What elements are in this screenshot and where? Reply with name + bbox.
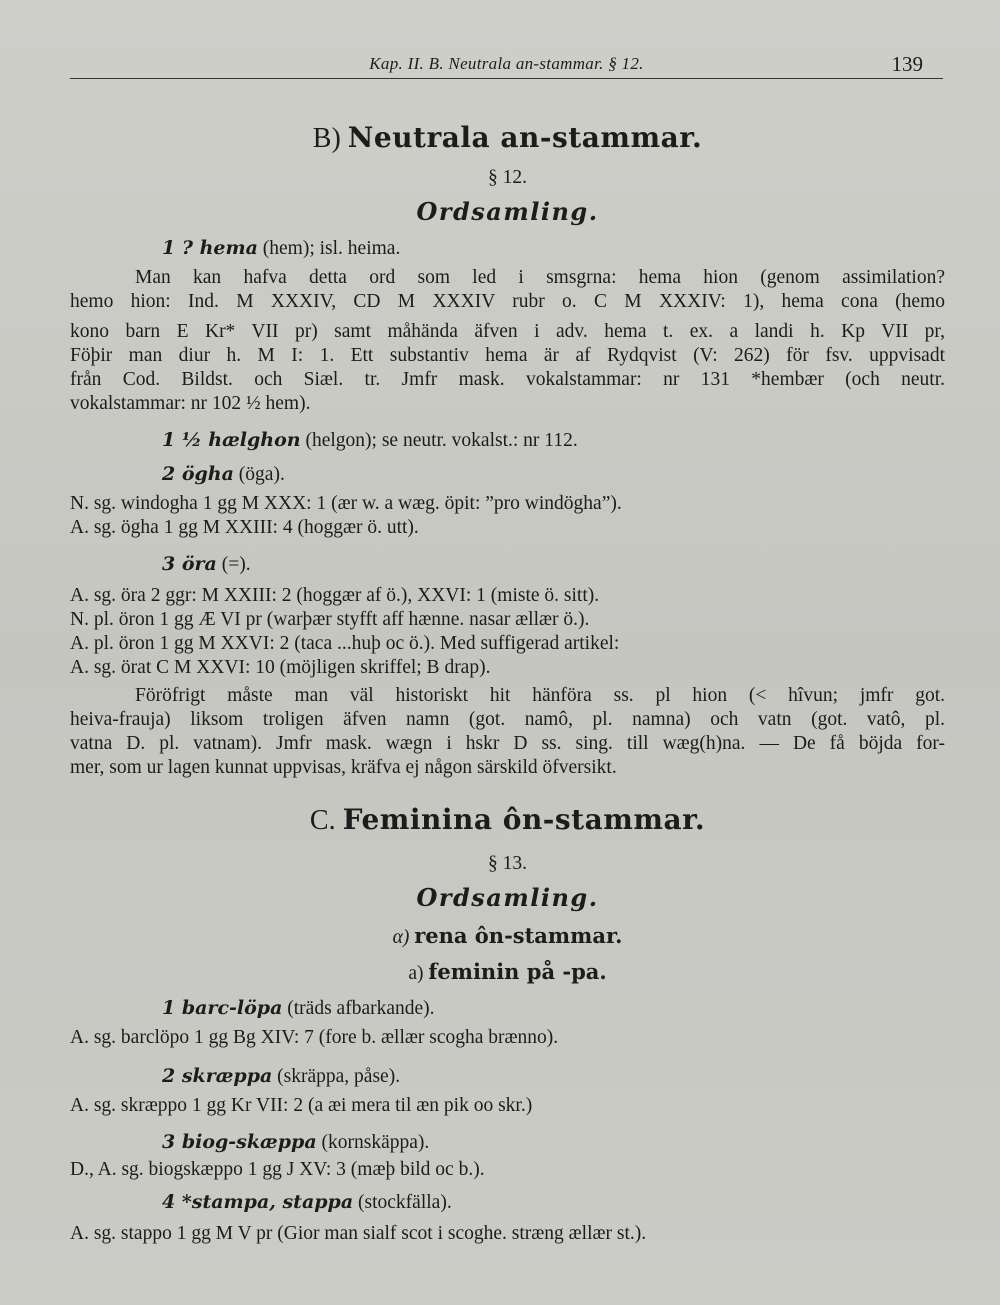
running-title: Kap. II. B. Neutrala an-stammar. § 12. [369,54,644,73]
ordsamling-heading-13: Ordsamling. [416,883,599,912]
subsection-alpha [70,924,945,950]
entry-3-line-2: N. pl. öron 1 gg Æ VI pr (warþær styfft aff hænne. nasar ællær ö.). [70,609,590,630]
fem-entry-1-gloss: (träds afbarkande). [282,998,435,1019]
section-b-heading [70,122,945,155]
paragraph-number-13: § 13. [488,853,527,874]
entry-2-asg: A. sg. ögha 1 gg M XXIII: 4 (hoggær ö. utt). [70,517,419,538]
entry-3-headword: 3 öra [162,553,217,575]
fem-entry-2-head [162,1064,862,1089]
section-c-title: Feminina ôn-stammar. [342,803,706,836]
entry-2-nsg: N. sg. windogha 1 gg M XXX: 1 (ær w. a wæg. öpit: ”pro windögha”). [70,493,622,514]
section-c-heading [70,804,945,837]
paragraph-line-3: vatna D. pl. vatnam). Jmfr mask. wægn i hskr D ss. sing. till wæg(h)na. — De få böjda for- [70,733,945,754]
fem-entry-1-line: A. sg. barclöpo 1 gg Bg XIV: 7 (fore b. ællær scogha brænno). [70,1027,559,1048]
entry-3-line-3: A. pl. öron 1 gg M XXVI: 2 (taca ...huþ oc ö.). Med suffigerad artikel: [70,633,620,654]
entry-1-line-2: hemo hion: Ind. M XXXIV, CD M XXXIV rubr o. C M XXXIV: 1), hema cona (hemo [70,291,945,312]
entry-3-head [162,552,862,577]
fem-entry-3-line: D., A. sg. biogskæppo 1 gg J XV: 3 (mæþ bild oc b.). [70,1159,485,1180]
entry-1-line-3: kono barn E Kr* VII pr) samt måhända äfven i adv. hema t. ex. a landi h. Kp VII pr, [70,321,945,342]
entry-3-line-4: A. sg. örat C M XXVI: 10 (möjligen skriffel; B drap). [70,657,491,678]
fem-entry-2-headword: 2 skræppa [162,1065,273,1087]
ordsamling-heading-12: Ordsamling. [416,197,599,226]
fem-entry-1-head [162,996,862,1021]
running-header [70,50,943,79]
fem-entry-1-headword: 1 barc-löpa [162,997,283,1019]
subsection-alpha-label: α) [392,927,410,948]
fem-entry-4-head [162,1190,862,1215]
entry-1-5-headword: 1 ½ hælghon [162,429,301,451]
fem-entry-4-line: A. sg. stappo 1 gg M V pr (Gior man sialf scot i scoghe. stræng ællær st.). [70,1223,647,1244]
fem-entry-3-gloss: (kornskäppa). [316,1132,430,1153]
section-b-title: Neutrala an-stammar. [347,121,703,154]
subsection-alpha-title: rena ôn-stammar. [414,923,623,948]
entry-1-gloss: (hem); isl. heima. [257,238,401,259]
fem-entry-4-gloss: (stockfälla). [353,1192,452,1213]
entry-1-line-1: Man kan hafva detta ord som led i smsgrna: hema hion (genom assimilation? [135,267,945,288]
section-b-label: B) [312,123,341,154]
paragraph-line-4: mer, som ur lagen kunnat uppvisas, kräfva ej någon särskild öfversikt. [70,757,617,778]
paragraph-line-2: heiva-frauja) liksom troligen äfven namn (got. namô, pl. namna) och vatn (got. vatô, pl. [70,709,945,730]
page-number: 139 [891,52,923,76]
entry-1-line-6: vokalstammar: nr 102 ½ hem). [70,393,311,414]
entry-3-line-1: A. sg. öra 2 ggr: M XXIII: 2 (hoggær af ö.), XXVI: 1 (miste ö. sitt). [70,585,600,606]
entry-1-5 [162,428,862,453]
fem-entry-4-headword: 4 *stampa, stappa [162,1191,354,1213]
fem-entry-2-gloss: (skräppa, påse). [272,1066,401,1087]
section-c-label: C. [309,805,336,836]
entry-3-gloss: (=). [216,554,251,575]
entry-2-gloss: (öga). [233,464,285,485]
entry-2-head [162,462,862,487]
subsection-a-label: a) [408,963,424,984]
entry-1-5-gloss: (helgon); se neutr. vokalst.: nr 112. [300,430,578,451]
paragraph-line-1: Föröfrigt måste man väl historiskt hit hänföra ss. pl hion (< hîvun; jmfr got. [135,685,945,706]
paragraph-number-12: § 12. [488,167,527,188]
entry-1-line-4: Föþir man diur h. M I: 1. Ett substantiv hema är af Rydqvist (V: 262) för fsv. uppvisadt [70,345,945,366]
entry-1-line-5: från Cod. Bildst. och Siæl. tr. Jmfr mask. vokalstammar: nr 131 *hembær (och neutr. [70,369,945,390]
subsection-a [70,960,945,986]
fem-entry-2-line: A. sg. skræppo 1 gg Kr VII: 2 (a æi mera til æn pik oo skr.) [70,1095,533,1116]
entry-1-headword: 1 ? hema [162,237,258,259]
subsection-a-title: feminin på -pa. [428,959,607,984]
entry-2-headword: 2 ögha [162,463,234,485]
entry-1-head [162,236,862,261]
fem-entry-3-headword: 3 biog-skæppa [162,1131,317,1153]
fem-entry-3-head [162,1130,862,1155]
